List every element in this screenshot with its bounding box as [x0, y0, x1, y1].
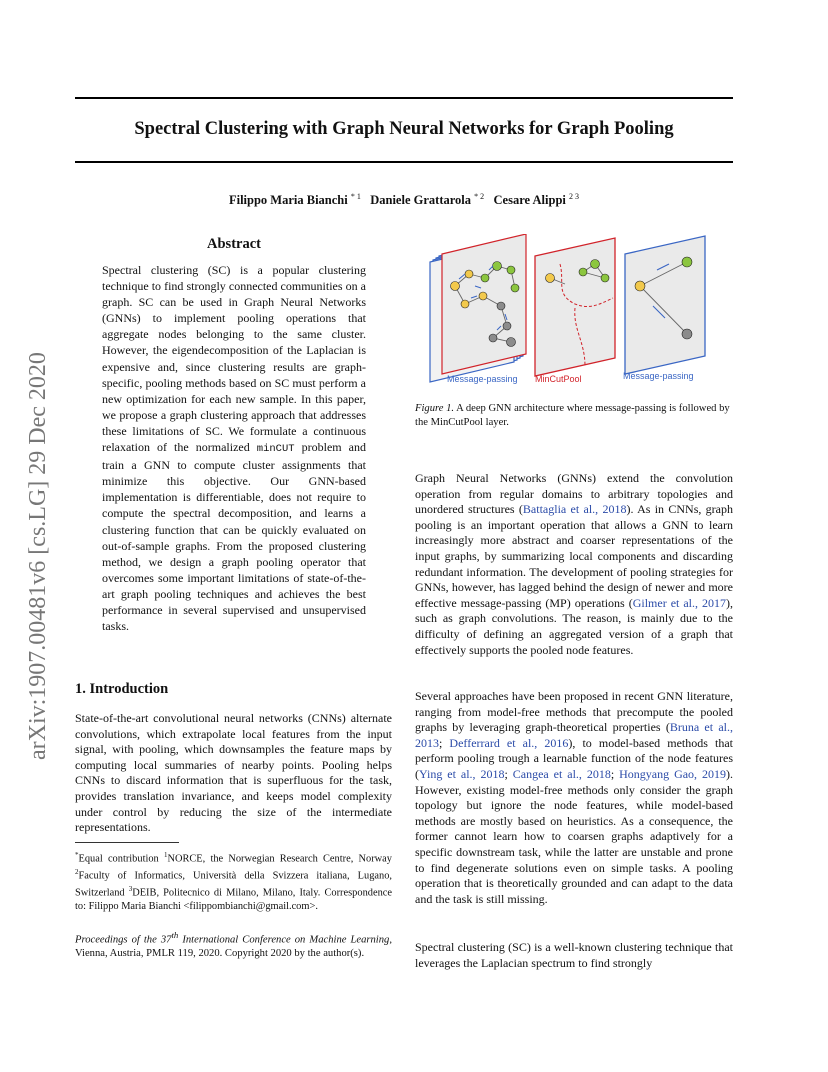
footnote	[75, 849, 392, 913]
author-name: Daniele Grattarola	[370, 193, 472, 208]
abstract-text-b: problem and train a GNN to compute cluster assignments that minimize this objective. Our GNN-based implementation is differentiable, does not require to compute the spectral decomposition, and learns a clustering function that can be quickly evaluated on out-of-sample graphs. From the proposed clustering method, we design a graph pooling operator that overcomes some important limitations of state-of-the-art graph pooling techniques and achieves the best performance in several supervised and unsupervised tasks.	[102, 440, 366, 634]
footnote-text: NORCE, the Norwegian Research Centre, Norway	[167, 853, 392, 865]
caption-label: Figure 1.	[415, 403, 455, 414]
footnote-text: Equal contribution	[78, 853, 164, 865]
proceedings-note	[75, 929, 392, 961]
para-text: ), to model-based methods that perform pooling trough a learnable function of the node features (	[415, 735, 733, 781]
proceedings-sup: th	[171, 930, 179, 940]
para-text: ). As in CNNs, graph pooling is an important operation that allows a GNN to learn increasingly more abstract and coarser representations of the input graphs, by summarizing local components and discarding redundant information. The development of pooling strategies for GNNs, however, has lagged behind the design of newer and more effective message-passing (MP) operations (	[415, 502, 733, 610]
citation-link[interactable]: Bruna et al., 2013	[415, 720, 733, 750]
proceedings-italic: International Conference on Machine Learning	[178, 934, 390, 946]
paragraph-gnn	[415, 471, 733, 658]
paragraph-approaches	[415, 689, 733, 907]
paper-title: Spectral Clustering with Graph Neural Networks for Graph Pooling	[134, 119, 674, 139]
caption-text: A deep GNN architecture where message-passing is followed by the MinCutPool layer.	[415, 403, 730, 428]
citation-link[interactable]: Defferrard et al., 2016	[449, 735, 569, 750]
para-text: ;	[504, 766, 513, 781]
figure-1	[425, 234, 725, 384]
citation-link[interactable]: Ying et al., 2018	[419, 766, 505, 781]
footnote-mark: 3	[128, 884, 133, 893]
para-text: ), such as graph convolutions. The reason, is mainly due to the difficulty of defining an aggregated version of a graph that effectively supports the pooled node features.	[415, 595, 734, 657]
citation-link[interactable]: Hongyang Gao, 2019	[619, 766, 726, 781]
label-mincutpool: MinCutPool	[535, 374, 582, 384]
para-text: Graph Neural Networks (GNNs) extend the convolution operation from regular domains to arbitrary topologies and unordered structures (	[415, 471, 733, 517]
para-text: ;	[610, 766, 620, 781]
citation-link[interactable]: Battaglia et al., 2018	[522, 502, 627, 517]
intro-paragraph: State-of-the-art convolutional neural networks (CNNs) alternate convolutions, which extrapolate local features from the input signal, with pooling, which downsamples the feature maps by computing local summaries of nearby points. Pooling helps CNNs to discard information that is superfluous for the task, provides translation invariance, and keeps model complexity under control by reducing the size of the intermediate representations.	[75, 711, 392, 835]
footnote-mark: *	[75, 851, 79, 859]
proceedings-italic: Proceedings of the 37	[75, 934, 172, 946]
arxiv-stamp: arXiv:1907.00481v6 [cs.LG] 29 Dec 2020	[25, 352, 51, 760]
para-text: Several approaches have been proposed in recent GNN literature, ranging from model-free methods that precompute the pooled graphs by leveraging graph-theoretical properties (	[415, 689, 733, 735]
author-affil: 2 3	[569, 192, 580, 201]
citation-link[interactable]: Cangea et al., 2018	[512, 766, 611, 781]
author-affil: * 2	[474, 192, 485, 201]
message-passing-front-layer	[442, 234, 526, 374]
author-name: Filippo Maria Bianchi	[228, 193, 348, 208]
figure-caption	[415, 402, 733, 430]
citation-link[interactable]: Gilmer et al., 2017	[632, 595, 727, 610]
author-affil: * 1	[350, 192, 361, 201]
title-rule	[75, 161, 733, 163]
author-name: Cesare Alippi	[493, 193, 566, 208]
output-panel	[625, 236, 705, 374]
abstract-text-a: Spectral clustering (SC) is a popular clustering technique to find strongly connected communities on a graph. SC can be used in Graph Neural Networks (GNNs) to implement pooling operations that aggregate nodes belonging to the same cluster. However, the eigendecomposition of the Laplacian is expensive and, since clustering results are graph-specific, pooling methods based on SC must perform a new optimization for each new sample. In this paper, we propose a graph clustering approach that addresses these limitations of SC. We formulate a continuous relaxation of the normalized	[102, 263, 366, 455]
author-list	[75, 192, 733, 208]
abstract-text	[102, 262, 366, 634]
para-text: ). However, existing model-free methods only consider the graph topology but ignore the node features, while model-based methods are mostly based on heuristics. As a consequence, the former cannot learn how to coarsen graphs adaptively for a specific downstream task, while the latter are unstable and prone to find degenerate solutions even on simple tasks. A pooling operation that is theoretically grounded and can adapt to the data and the task is still missing.	[415, 766, 733, 906]
footnote-text: DEIB, Politecnico di Milano, Milano, Italy. Correspondence to: Filippo Maria Bianchi <filippombianchi@gmail.com>.	[75, 887, 392, 912]
label-message-passing-2: Message-passing	[623, 371, 694, 381]
para-text: ;	[439, 735, 450, 750]
footnote-text: Faculty of Informatics, Università della Svizzera italiana, Lugano, Switzerland	[75, 870, 392, 899]
footnote-rule	[75, 842, 179, 843]
gnn-architecture-diagram	[425, 234, 725, 384]
mincut-term: minCUT	[256, 443, 295, 456]
footnote-mark: 2	[75, 867, 79, 876]
footnote-mark: 1	[163, 851, 168, 859]
abstract-heading: Abstract	[207, 236, 261, 252]
section-heading: 1. Introduction	[75, 681, 169, 697]
label-message-passing-1: Message-passing	[447, 374, 518, 384]
paragraph-spectral: Spectral clustering (SC) is a well-known clustering technique that leverages the Laplacian spectrum to find strongly	[415, 940, 733, 970]
mincutpool-panel	[535, 238, 615, 376]
top-rule	[75, 97, 733, 99]
proceedings-text: , Vienna, Austria, PMLR 119, 2020. Copyright 2020 by the author(s).	[75, 934, 392, 960]
